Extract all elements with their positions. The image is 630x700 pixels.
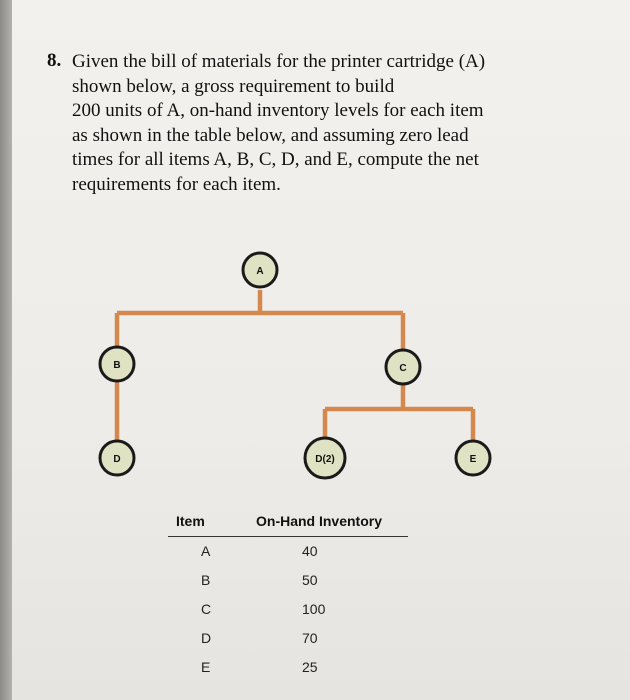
cell-on-hand: 50 — [302, 572, 318, 588]
table-row — [168, 653, 408, 682]
node-label-d: D — [113, 454, 121, 465]
bom-node-a — [243, 253, 277, 287]
bom-node-c — [386, 350, 420, 384]
cell-item: D — [201, 630, 212, 646]
header-item: Item — [176, 513, 205, 529]
question-line: requirements for each item. — [72, 173, 281, 195]
node-label-e: E — [469, 454, 477, 465]
table-row — [168, 624, 408, 653]
table-row — [168, 566, 408, 595]
node-label-a: A — [256, 266, 264, 277]
bom-node-b — [100, 347, 134, 381]
node-label-c: C — [399, 363, 407, 374]
cell-on-hand: 70 — [302, 630, 318, 646]
question-line: shown below, a gross requirement to build — [72, 75, 395, 97]
bom-node-d2-under-c — [305, 438, 345, 478]
node-label-b: B — [113, 360, 121, 371]
cell-on-hand: 100 — [302, 601, 326, 617]
table-header — [168, 513, 408, 537]
bom-node-d-under-b — [100, 441, 134, 475]
on-hand-inventory-table — [168, 513, 408, 682]
table-row — [168, 537, 408, 566]
node-label-d2: D(2) — [315, 454, 335, 465]
cell-item: A — [201, 543, 211, 559]
question-line: Given the bill of materials for the printer cartridge (A) — [72, 51, 486, 72]
question-line: as shown in the table below, and assuming zero lead — [72, 124, 469, 146]
cell-item: B — [201, 572, 211, 588]
question-line: 200 units of A, on-hand inventory levels for each item — [72, 100, 484, 122]
bom-node-e — [456, 441, 490, 475]
header-on-hand: On-Hand Inventory — [256, 513, 383, 529]
cell-item: C — [201, 601, 212, 617]
cell-item: E — [201, 659, 211, 675]
table-row — [168, 595, 408, 624]
cell-on-hand: 40 — [302, 543, 318, 559]
question-number: 8. — [47, 50, 62, 71]
question-line: times for all items A, B, C, D, and E, compute the net — [72, 149, 479, 171]
cell-on-hand: 25 — [302, 659, 318, 675]
